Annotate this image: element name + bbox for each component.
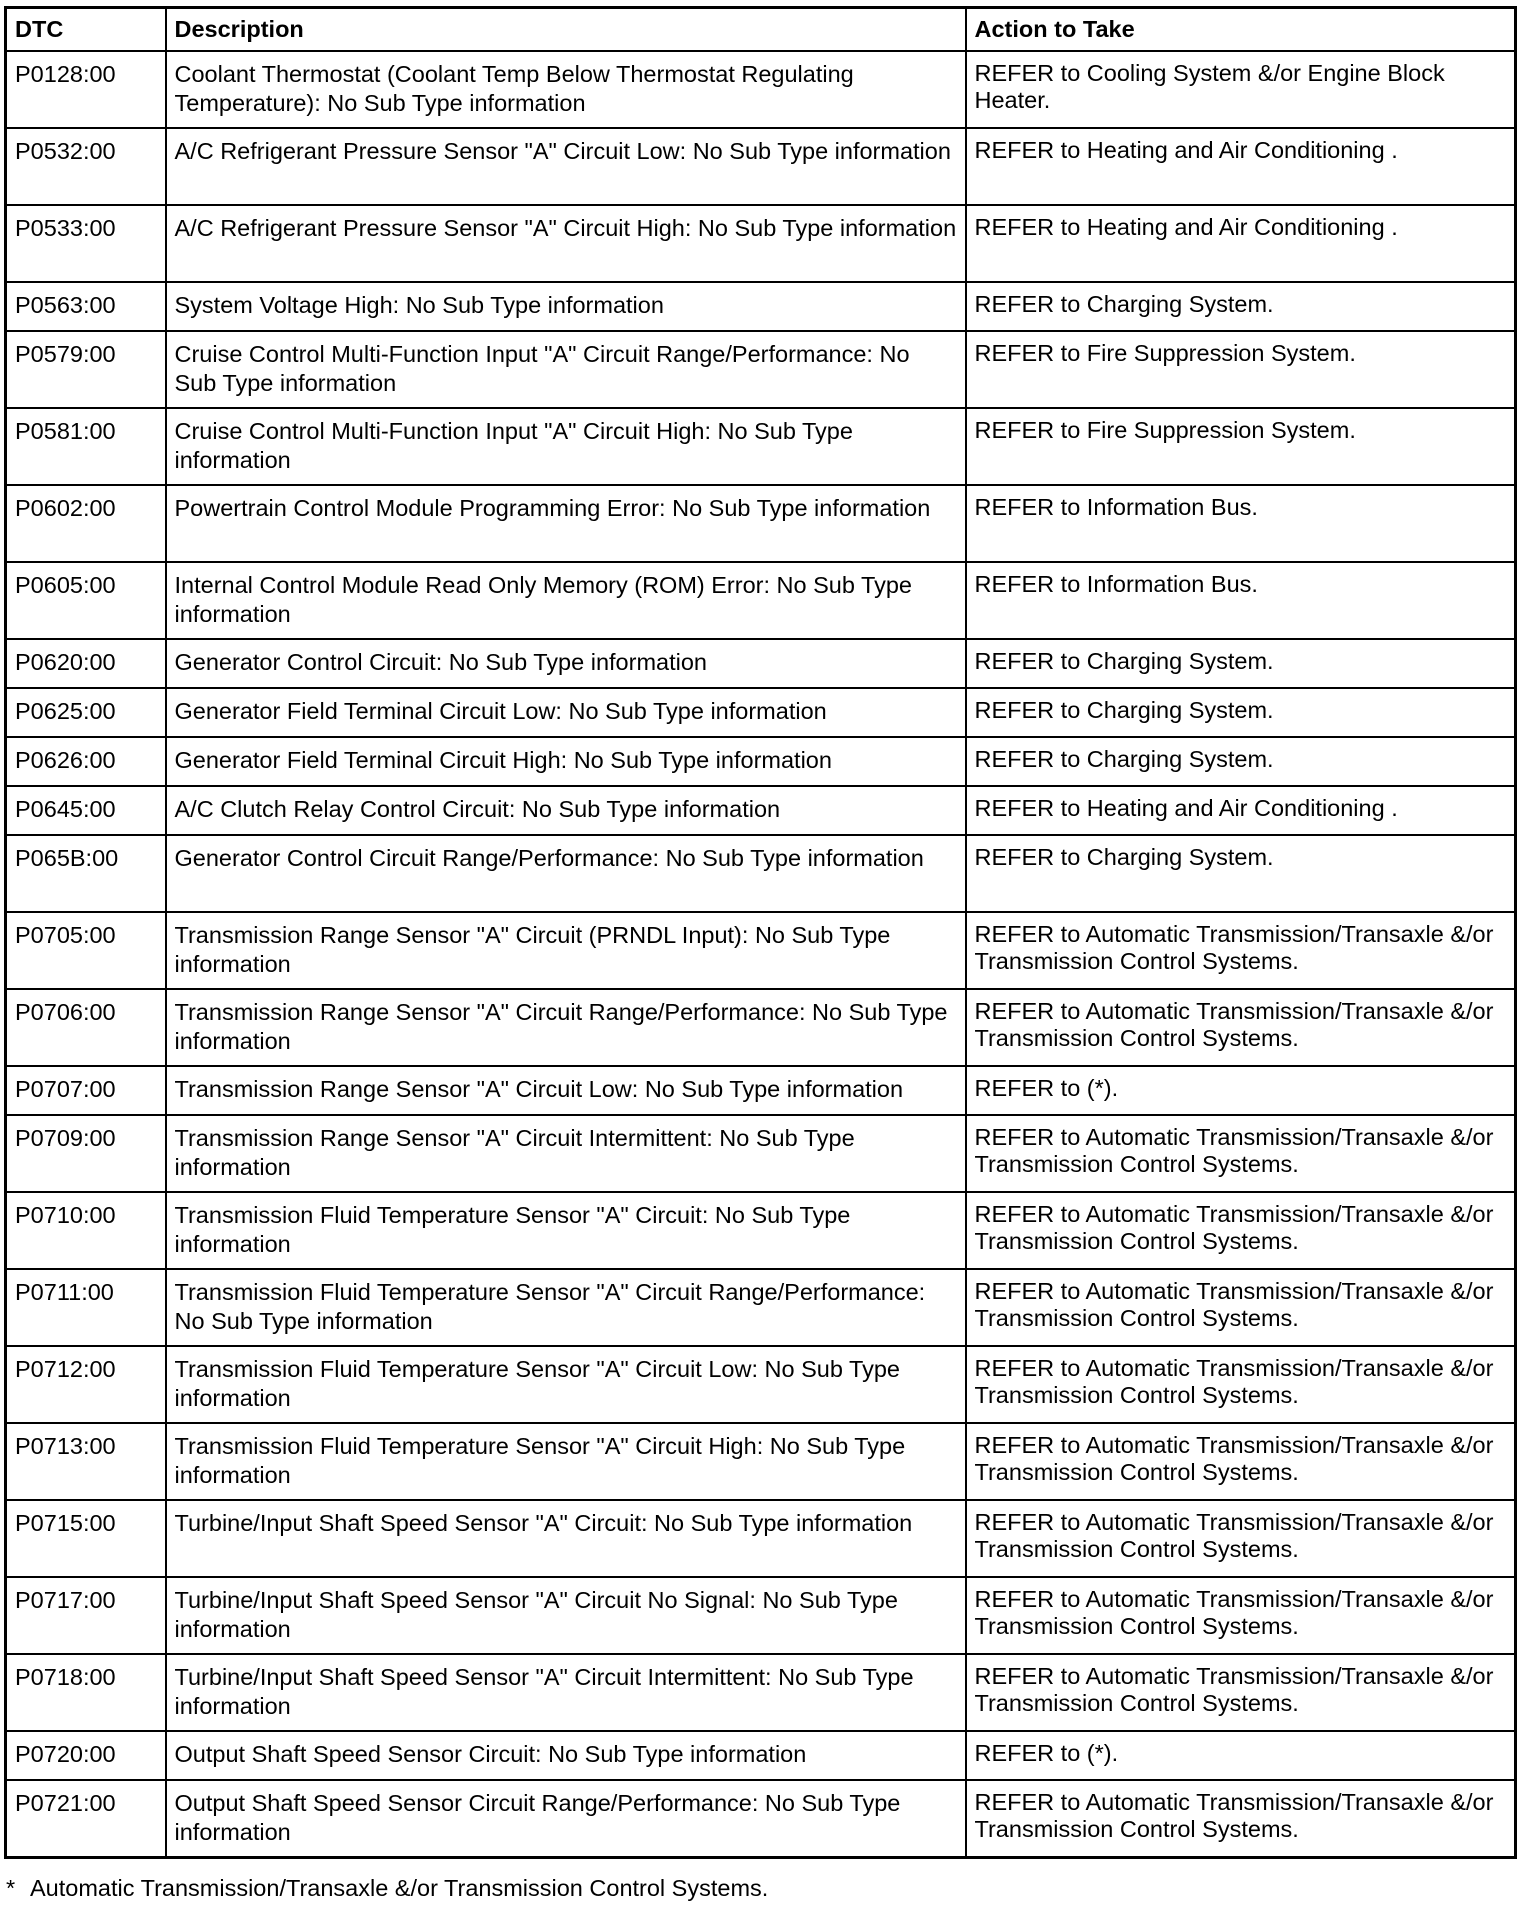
dtc-description: A/C Refrigerant Pressure Sensor "A" Circuit High: No Sub Type information — [166, 205, 966, 282]
dtc-action: REFER to Information Bus. — [966, 485, 1516, 562]
header-dtc: DTC — [6, 8, 166, 52]
dtc-action: REFER to Automatic Transmission/Transaxle &/or Transmission Control Systems. — [966, 1780, 1516, 1858]
dtc-code: P0128:00 — [6, 51, 166, 128]
dtc-code: P0711:00 — [6, 1269, 166, 1346]
dtc-description: Powertrain Control Module Programming Error: No Sub Type information — [166, 485, 966, 562]
table-row — [6, 737, 1516, 786]
header-description: Description — [166, 8, 966, 52]
dtc-code: P0705:00 — [6, 912, 166, 989]
table-row — [6, 562, 1516, 639]
table-row — [6, 205, 1516, 282]
dtc-code: P0620:00 — [6, 639, 166, 688]
dtc-action: REFER to Automatic Transmission/Transaxle &/or Transmission Control Systems. — [966, 1115, 1516, 1192]
dtc-action: REFER to Automatic Transmission/Transaxle &/or Transmission Control Systems. — [966, 1346, 1516, 1423]
dtc-action: REFER to Heating and Air Conditioning . — [966, 786, 1516, 835]
dtc-action: REFER to Automatic Transmission/Transaxle &/or Transmission Control Systems. — [966, 912, 1516, 989]
dtc-description: Internal Control Module Read Only Memory (ROM) Error: No Sub Type information — [166, 562, 966, 639]
dtc-description: Coolant Thermostat (Coolant Temp Below Thermostat Regulating Temperature): No Sub Type information — [166, 51, 966, 128]
dtc-code: P0710:00 — [6, 1192, 166, 1269]
dtc-action: REFER to (*). — [966, 1066, 1516, 1115]
table-row — [6, 128, 1516, 205]
dtc-description: Cruise Control Multi-Function Input "A" Circuit High: No Sub Type information — [166, 408, 966, 485]
dtc-code: P0706:00 — [6, 989, 166, 1066]
table-row — [6, 1654, 1516, 1731]
table-row — [6, 786, 1516, 835]
dtc-description: Cruise Control Multi-Function Input "A" Circuit Range/Performance: No Sub Type information — [166, 331, 966, 408]
dtc-code: P0645:00 — [6, 786, 166, 835]
dtc-code: P0713:00 — [6, 1423, 166, 1500]
dtc-action: REFER to Charging System. — [966, 835, 1516, 912]
table-row — [6, 408, 1516, 485]
table-row — [6, 688, 1516, 737]
dtc-description: Transmission Range Sensor "A" Circuit Intermittent: No Sub Type information — [166, 1115, 966, 1192]
dtc-code: P0707:00 — [6, 1066, 166, 1115]
table-body — [6, 51, 1516, 1858]
dtc-action: REFER to Automatic Transmission/Transaxle &/or Transmission Control Systems. — [966, 1654, 1516, 1731]
dtc-action: REFER to Automatic Transmission/Transaxle &/or Transmission Control Systems. — [966, 1500, 1516, 1577]
table-row — [6, 835, 1516, 912]
table-row — [6, 1423, 1516, 1500]
dtc-action: REFER to Automatic Transmission/Transaxle &/or Transmission Control Systems. — [966, 989, 1516, 1066]
table-row — [6, 1192, 1516, 1269]
dtc-description: Transmission Range Sensor "A" Circuit Low: No Sub Type information — [166, 1066, 966, 1115]
dtc-description: Transmission Fluid Temperature Sensor "A" Circuit: No Sub Type information — [166, 1192, 966, 1269]
table-row — [6, 1066, 1516, 1115]
table-row — [6, 1346, 1516, 1423]
dtc-action: REFER to Automatic Transmission/Transaxle &/or Transmission Control Systems. — [966, 1577, 1516, 1654]
table-row — [6, 51, 1516, 128]
dtc-code: P0581:00 — [6, 408, 166, 485]
dtc-code: P065B:00 — [6, 835, 166, 912]
dtc-action: REFER to Automatic Transmission/Transaxle &/or Transmission Control Systems. — [966, 1423, 1516, 1500]
dtc-description: Generator Control Circuit: No Sub Type information — [166, 639, 966, 688]
dtc-description: Transmission Range Sensor "A" Circuit (PRNDL Input): No Sub Type information — [166, 912, 966, 989]
dtc-description: Output Shaft Speed Sensor Circuit: No Sub Type information — [166, 1731, 966, 1780]
header-action: Action to Take — [966, 8, 1516, 52]
dtc-description: A/C Refrigerant Pressure Sensor "A" Circuit Low: No Sub Type information — [166, 128, 966, 205]
dtc-description: Turbine/Input Shaft Speed Sensor "A" Circuit Intermittent: No Sub Type information — [166, 1654, 966, 1731]
dtc-description: Transmission Fluid Temperature Sensor "A" Circuit Low: No Sub Type information — [166, 1346, 966, 1423]
dtc-code: P0718:00 — [6, 1654, 166, 1731]
dtc-description: Generator Field Terminal Circuit Low: No Sub Type information — [166, 688, 966, 737]
dtc-action: REFER to Automatic Transmission/Transaxle &/or Transmission Control Systems. — [966, 1192, 1516, 1269]
table-row — [6, 1115, 1516, 1192]
dtc-description: Output Shaft Speed Sensor Circuit Range/Performance: No Sub Type information — [166, 1780, 966, 1858]
footnote-marker: * — [6, 1875, 16, 1901]
dtc-description: Transmission Range Sensor "A" Circuit Range/Performance: No Sub Type information — [166, 989, 966, 1066]
dtc-code: P0721:00 — [6, 1780, 166, 1858]
dtc-code: P0533:00 — [6, 205, 166, 282]
dtc-action: REFER to Charging System. — [966, 688, 1516, 737]
table-row — [6, 1500, 1516, 1577]
footnote — [6, 1874, 768, 1902]
dtc-action: REFER to Heating and Air Conditioning . — [966, 128, 1516, 205]
dtc-description: System Voltage High: No Sub Type information — [166, 282, 966, 331]
table-row — [6, 912, 1516, 989]
dtc-action: REFER to Cooling System &/or Engine Block Heater. — [966, 51, 1516, 128]
dtc-description: Turbine/Input Shaft Speed Sensor "A" Circuit No Signal: No Sub Type information — [166, 1577, 966, 1654]
dtc-code: P0626:00 — [6, 737, 166, 786]
table-row — [6, 282, 1516, 331]
table-row — [6, 1269, 1516, 1346]
dtc-code: P0709:00 — [6, 1115, 166, 1192]
dtc-action: REFER to Charging System. — [966, 282, 1516, 331]
dtc-description: Transmission Fluid Temperature Sensor "A" Circuit Range/Performance: No Sub Type information — [166, 1269, 966, 1346]
dtc-description: Generator Control Circuit Range/Performance: No Sub Type information — [166, 835, 966, 912]
dtc-code: P0579:00 — [6, 331, 166, 408]
table-row — [6, 1780, 1516, 1858]
dtc-code: P0563:00 — [6, 282, 166, 331]
dtc-action: REFER to Charging System. — [966, 639, 1516, 688]
table-row — [6, 485, 1516, 562]
table-row — [6, 1731, 1516, 1780]
dtc-code: P0605:00 — [6, 562, 166, 639]
table-row — [6, 639, 1516, 688]
table-row — [6, 989, 1516, 1066]
table-row — [6, 1577, 1516, 1654]
dtc-code: P0532:00 — [6, 128, 166, 205]
dtc-code: P0720:00 — [6, 1731, 166, 1780]
dtc-description: Generator Field Terminal Circuit High: No Sub Type information — [166, 737, 966, 786]
dtc-code: P0717:00 — [6, 1577, 166, 1654]
table-header-row — [6, 8, 1516, 52]
dtc-action: REFER to Heating and Air Conditioning . — [966, 205, 1516, 282]
table-row — [6, 331, 1516, 408]
dtc-code: P0712:00 — [6, 1346, 166, 1423]
dtc-description: Transmission Fluid Temperature Sensor "A" Circuit High: No Sub Type information — [166, 1423, 966, 1500]
dtc-action: REFER to Charging System. — [966, 737, 1516, 786]
dtc-table — [4, 6, 1517, 1859]
dtc-action: REFER to Fire Suppression System. — [966, 331, 1516, 408]
dtc-action: REFER to Fire Suppression System. — [966, 408, 1516, 485]
dtc-action: REFER to (*). — [966, 1731, 1516, 1780]
dtc-action: REFER to Information Bus. — [966, 562, 1516, 639]
dtc-description: Turbine/Input Shaft Speed Sensor "A" Circuit: No Sub Type information — [166, 1500, 966, 1577]
dtc-description: A/C Clutch Relay Control Circuit: No Sub Type information — [166, 786, 966, 835]
dtc-code: P0625:00 — [6, 688, 166, 737]
footnote-text: Automatic Transmission/Transaxle &/or Transmission Control Systems. — [30, 1875, 769, 1901]
dtc-action: REFER to Automatic Transmission/Transaxle &/or Transmission Control Systems. — [966, 1269, 1516, 1346]
dtc-code: P0715:00 — [6, 1500, 166, 1577]
dtc-code: P0602:00 — [6, 485, 166, 562]
